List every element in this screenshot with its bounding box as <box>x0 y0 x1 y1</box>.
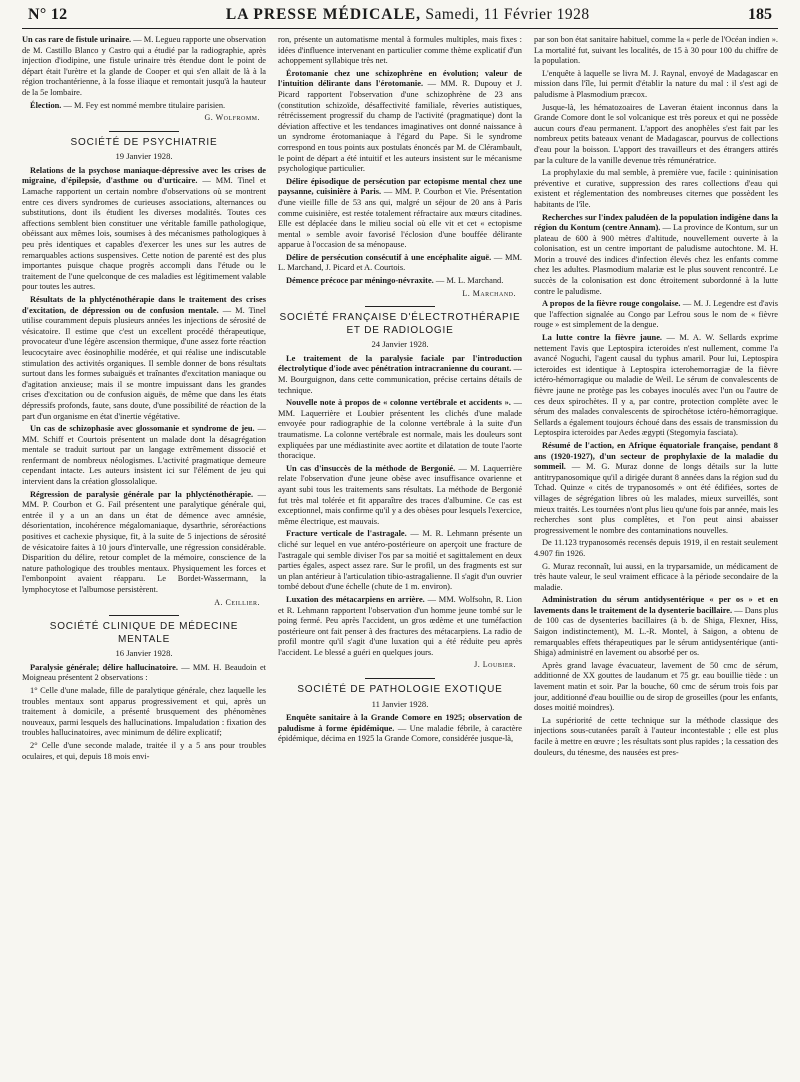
case-2: 2° Celle d'une seconde malade, traitée il y a 5 ans pour troubles oculaires, et qui, depuis 18 mois envi- <box>22 740 266 761</box>
article-fistule: Un cas rare de fistule urinaire. — M. Legueu rapporte une observation de M. Castillo Blanco y Castro qui a étudié par la radiographie, après injection d'iodipine, une fistule urinaire très étendue dont le point de départ était l'urètre et la glande de Cooper et qui s'en allait de là à la région trochantérienne, à la fosse iliaque et remontait jusqu'à la hauteur de la 5e lombaire. <box>22 35 266 97</box>
article-schizophasie: Un cas de schizophasie avec glossomanie et syndrome de jeu. — MM. Schiff et Courtois présentent un malade dont la désagrégation mentale se traduit surtout par un langage extrêmement dissocié et renfermant de nombreux néologismes. L'activité pragmatique demeure cependant intacte. Les auteurs insistent ici sur l'élément de jeu qui intervient dans la création glossolalique. <box>22 424 266 487</box>
paragraph: Jusque-là, les hématozoaires de Laveran étaient inconnus dans la Grande Comore dont le sol volcanique est très poreux et qui ne possède aucun cours d'eau permanent. L'apport des anophèles s'est fait par les nombreux petits bateaux venant de Madagascar, pourvus de collections d'eau pour la boisson. L'apport des travailleurs et des étrangers attirés par la culture de la vanille devenue très rémunératrice. <box>534 102 778 165</box>
society-heading-medecine-mentale: SOCIÉTÉ CLINIQUE DE MÉDECINE MENTALE <box>49 621 239 645</box>
columns <box>22 35 778 1079</box>
article-election: Élection. — M. Fey est nommé membre titulaire parisien. <box>30 100 226 110</box>
article-continuation: ron, présente un automatisme mental à formules multiples, mais fixes : idées d'influence intervenant en particulier comme thème explicatif d'un achoppement syllabique très net. <box>278 35 522 66</box>
article-bergonie: Un cas d'insuccès de la méthode de Bergonié. — M. Laquerrière relate l'observation d'une jeune obèse avec insuffisance ovarienne et ayant subi tous les traitements sans résultats. La méthode de Bergonié fut très mal tolérée et fit apparaître des traces d'albumine. Ce cas est exceptionnel, mais confirme qu'il y a des obèses pour lesquels l'exercice, même électrique, est mauvais. <box>278 463 522 526</box>
article-fievre-rouge: A propos de la fièvre rouge congolaise. — M. J. Legendre est d'avis que l'affection signalée au Congo par Lefrou sous le nom de « fièvre rouge » est simplement de la dengue. <box>534 299 778 330</box>
article-phlyctenotherapie: Résultats de la phlycténothérapie dans le traitement des crises d'excitation, de dépression ou de confusion mentale. — M. Tinel utilise couramment depuis plusieurs années les injections de sérosité de vésicatoire. Il estime que c'est un excellent procédé thérapeutique, provocateur d'une légère ascension thermique, d'une assez forte réaction leucocytaire avec éosinophilie modérée, et qui réalise une indiscutable stimulation des activités organiques. Il semble donner de bons résultats surtout dans les formes subaiguës et traînantes d'excitation maniaque ou d'agitation anxieuse; mais il se montre impuissant dans les grandes crises d'excitation ou de confusion aiguës, de même que dans les états dépressifs profonds, faute, sans doute, d'une possibilité de réaction de la part d'un organisme en état d'inertie végétative. <box>22 294 266 421</box>
issue-number: N° 12 <box>28 6 68 23</box>
society-heading-psychiatrie: SOCIÉTÉ DE PSYCHIATRIE <box>70 136 218 148</box>
journal-date: Samedi, 11 Février 1928 <box>421 6 590 23</box>
paragraph: L'enquête à laquelle se livra M. J. Raynal, envoyé de Madagascar en mission dans l'île, lui permit d'établir la nature du mal : il s'est agi de paludisme à Plasmodium præcox. <box>534 68 778 99</box>
paragraph: La supériorité de cette technique sur la méthode classique des injections sous-cutanées paraît à l'auteur incontestable ; elle est plus facile à mettre en œuvre ; les résultats sont plus rapides ; la cessation des douleurs, du ténesme, des nausées est pres- <box>534 715 778 757</box>
section-divider <box>109 131 179 132</box>
session-date: 19 Janvier 1928. <box>115 151 173 162</box>
section-divider <box>365 306 435 307</box>
article-astragale: Fracture verticale de l'astragale. — M. R. Lehmann présente un cliché sur lequel en vue antéro-postérieure on aperçoit une fracture de l'astragale qui semble diviser l'os par sa moitié et sagittalement en deux parties égales, aspect assez rare. Sur le profil, un des fragments est sur un plan antérieur à l'articulation tibio-astragalienne. Il s'agit d'un ouvrier tombé debout d'une échelle (chute de 1 m. environ). <box>278 529 522 592</box>
case-1: 1° Celle d'une malade, fille de paralytique générale, chez laquelle les troubles mentaux sont apparus progressivement et qui, après un traitement à domicile, a présenté brusquement des phénomènes nouveaux, parmi lesquels des hallucinations. Impaludation : fixation des troubles hallucinatoires, avec minimum de délire explicatif; <box>22 685 266 738</box>
journal-name: LA PRESSE MÉDICALE, <box>225 6 422 23</box>
signature-wolfromm: G. Wolfromm. <box>204 113 260 123</box>
article-continuation: par son bon état sanitaire habituel, comme la « perle de l'Océan indien ». La mortalité fut, suivant les localités, de 15 à 30 pour 100 du chiffre de la population. <box>534 35 778 66</box>
article-encephalite: Délire de persécution consécutif à une encéphalite aiguë. — MM. L. Marchand, J. Picard et A. Courtois. <box>278 252 522 273</box>
session-date: 11 Janvier 1928. <box>371 698 429 709</box>
article-maladie-sommeil: Résumé de l'action, en Afrique équatoriale française, pendant 8 ans (1920-1927), d'un secteur de prophylaxie de la maladie du sommeil. — M. G. Muraz donne de longs détails sur la lutte antitrypanosomique qu'il a dirigée durant 8 années dans la région sud du Tchad. Quinze « cités de trypanosomés » ont été édifiées, sortes de villages de ségrégation libres où les malades, mieux surveillés, sont mieux traités. Les tournées n'ont plus lieu qu'une fois par année, mais les recherches sont plus complètes, et l'on peut ainsi abaisser progressivement le nombre des contaminations nouvelles. <box>534 440 778 535</box>
session-date: 24 Janvier 1928. <box>371 339 429 350</box>
article-paralysie: Paralysie générale; délire hallucinatoire. — MM. H. Beaudoin et Moigneau présentent 2 observations : <box>22 662 266 683</box>
journal-title <box>226 6 590 24</box>
society-heading-pathologie-exotique: SOCIÉTÉ DE PATHOLOGIE EXOTIQUE <box>297 684 503 696</box>
article-delire-episodique: Délire épisodique de persécution par ectopisme mental chez une paysanne, cuisinière à Paris. — MM. P. Courbon et Vie. Présentation d'une vieille fille de 53 ans qui, malgré un séjour de 20 ans à Paris comme cuisinière, est restée totalement réfractaire aux mœurs citadines. Elle est déplacée dans le milieu social où elle vit et cet « ectopisme mental » semble avoir favorisé l'éclosion d'une bouffée délirante apparue à l'occasion de sa ménopause. <box>278 176 522 250</box>
section-divider <box>365 678 435 679</box>
signature-loubier: J. Loubier. <box>474 660 516 670</box>
article-comore: Enquête sanitaire à la Grande Comore en 1925; observation de paludisme à forme épidémique. — Une maladie fébrile, à caractère épidémique, décima en 1925 la Grande Comore, considérée jusque-là, <box>278 713 522 744</box>
article-kontum: Recherches sur l'index paludéen de la population indigène dans la région du Kontum (centre Annam). — La province de Kontum, sur un plateau de 600 à 900 mètres d'altitude, nouvellement ouverte à la colonisation, est un centre important de paludisme autochtone. M. H. Morin a trouvé des indices d'infection élevés chez les enfants comme chez les adultes. Plasmodium malariæ est le plus souvent rencontré. Le succès de la colonisation est donc étroitement subordonné à la lutte contre le paludisme. <box>534 212 778 296</box>
page-header <box>22 6 778 29</box>
article-colonne: Nouvelle note à propos de « colonne vertébrale et accidents ». — MM. Laquerrière et Loubier présentent les clichés d'une malade envoyée pour radiographie de la colonne vertébrale à la suite d'un traumatisme. La colonne vertébrale est normale, mais les douleurs sont expliquées par une médiastinite avec aortite et dilatation de toute l'aorte thoracique. <box>278 398 522 461</box>
article-metacarpiens: Luxation des métacarpiens en arrière. — MM. Wolfsohn, R. Lion et R. Lehmann rapportent l'observation d'un homme jeune tombé sur le poing fermé. Peu après l'accident, un gros œdème et une tuméfaction postérieure ont fait penser à des fractures des métacarpiens. La radio de profil montre qu'il s'agit d'une luxation qui a été réduite peu après l'accident. Le blessé a guéri en quelques jours. <box>278 594 522 657</box>
article-serum-antidysenterique: Administration du sérum antidysentérique « per os » et en lavements dans le traitement de la dysenterie bacillaire. — Dans plus de 100 cas de dysenteries bacillaires (à b. de Shiga, Flexner, Hiss, Saigon indistinctement), M. L.-R. Montel, à Saigon, a obtenu de remarquables effets thérapeutiques par le sérum antidysentérique (anti-Shiga) administré en lavement ou absorbé per os. <box>534 595 778 658</box>
paragraph: De 11.123 trypanosomés recensés depuis 1919, il en restait seulement 4.907 fin 1926. <box>534 538 778 558</box>
article-psychose: Relations de la psychose maniaque-dépressive avec les crises de migraine, d'épilepsie, d'asthme ou d'urticaire. — MM. Tinel et Lamache rapportent un certain nombre d'observations où se montrent entre ces divers syndromes de curieuses associations, alternances ou substitutions, dont ils étudient les diverses modalités. Toutes ces affections semblent bien constituer une véritable famille pathologique, obéissant aux mêmes lois, soumises à des mécanismes pathologiques à peu près identiques et capables d'exercer les unes sur les autres de remarquables actions suspensives. Cette notion de parenté est des plus importantes puisque chaque progrès accompli dans l'étude ou le traitement de l'une quelconque de ces maladies est légitimement valable pour toutes les autres. <box>22 165 266 292</box>
article-erotomanie: Érotomanie chez une schizophrène en évolution; valeur de l'intuition délirante dans l'érotomanie. — MM. R. Dupouy et J. Picard rapportent l'observation d'une schizophrène de 23 ans (constitution schizoïde, désaffectivité familiale, rêveries autistiques, rétrécissement progressif du champ de l'activité (pragmatique) dont la déviation affective et les tendances imaginatives ont donné naissance à un syndrome érotomaniaque à l'égard du Pape. Si le syndrome correspond en tous points aux postulats énoncés par M. de Clérambault, le point de départ a été intuitif et les auteurs insistent sur le mécanisme psychologique particulier. <box>278 68 522 174</box>
page-number: 185 <box>748 6 772 23</box>
signature-ceillier: A. Ceillier. <box>214 597 260 607</box>
article-paralysie-faciale: Le traitement de la paralysie faciale par l'introduction électrolytique d'iode avec pénétration intracranienne du courant. — M. Bourguignon, dans cette communication, précise certains détails de technique. <box>278 353 522 395</box>
signature-marchand: L. Marchand. <box>462 288 516 298</box>
column-2 <box>278 35 522 1079</box>
article-demence: Démence précoce par méningo-névraxite. — M. L. Marchand. <box>286 276 504 286</box>
column-1 <box>22 35 266 1079</box>
article-regression: Régression de paralysie générale par la phlycténothérapie. — MM. P. Courbon et G. Fail présentent une paralytique générale qui, entrée il y a un an dans un état de démence avec amnésie, désorientation, incohérence mégalomaniaque, dysarthrie, séroréactions positives et cachexie physique, fit, à la suite de 5 injections de sérosité de vésicatoire faites à 10 jours d'intervalle, une régression considérable. Disparition du délire, retour complet de la mémoire, conscience de la nature pathologique des troubles mentaux. Physiquement les forces et l'embonpoint avaient réapparu. Le Bordet-Wassermann, la lymphocytose et l'albumose persistèrent. <box>22 489 266 594</box>
society-heading-electrotherapie: SOCIÉTÉ FRANÇAISE D'ÉLECTROTHÉRAPIE ET DE RADIOLOGIE <box>279 312 521 336</box>
paragraph: La prophylaxie du mal semble, à première vue, facile : quininisation préventive et curative, suppression des rares collections d'eau qui existent et réglementation des nombreuses citernes que possèdent les habitants de l'île. <box>534 168 778 209</box>
article-fievre-jaune: La lutte contre la fièvre jaune. — M. A. W. Sellards exprime nettement l'avis que Leptospira icteroides n'est nullement, comme l'a avancé Noguchi, l'agent causal du typhus amaril. Pour lui, Leptospira icteroides est identique à Leptospira icterohemorragiæ de la fièvre ictéro-hémorragique ou maladie de Weil. Le sérum de convalescents de fièvre jaune ne protège pas les cobayes inoculés avec l'un ou l'autre de ces deux spirochètes. Il y a, par contre, protection complète avec le sérum des malades convalescents de spirochétose ictéro-hémorragique. Sellards a également toujours échoué dans des essais de transmission du Leptospira icteroides par Aedes ægypti (Stegomyia fasciata). <box>534 333 778 438</box>
paragraph: Après grand lavage évacuateur, lavement de 50 cmc de sérum, additionné de XX gouttes de laudanum et 75 gr. eau bouillie tiède : un lavement matin et soir. Par la bouche, 60 cmc de sérum trois fois par jour, additionné d'eau bouillie ou de sirop de groseilles (pour les enfants, doses moitié moindres). <box>534 660 778 713</box>
column-3 <box>534 35 778 1079</box>
session-date: 16 Janvier 1928. <box>115 648 173 659</box>
section-divider <box>109 615 179 616</box>
paragraph: G. Muraz reconnaît, lui aussi, en la tryparsamide, un médicament de très haute valeur, le seul vraiment efficace à la période secondaire de la maladie. <box>534 561 778 592</box>
